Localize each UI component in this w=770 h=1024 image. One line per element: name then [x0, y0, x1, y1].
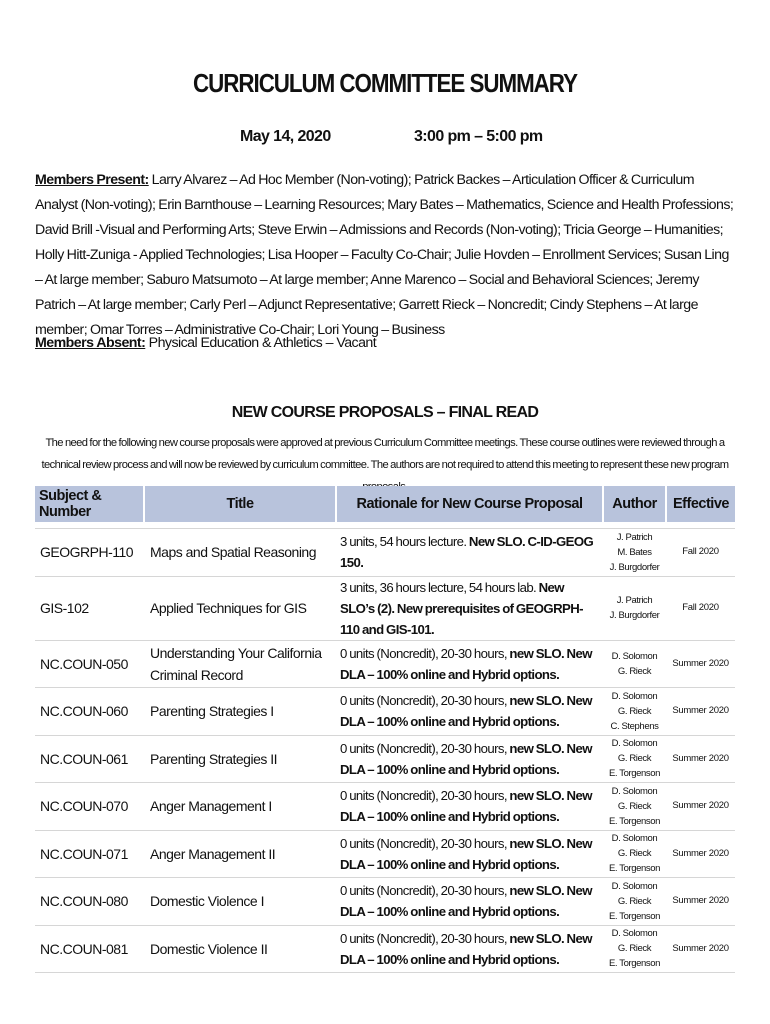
author-name: G. Rieck: [617, 943, 652, 955]
course-effective: Summer 2020: [666, 830, 735, 878]
author-name: G. Rieck: [617, 895, 652, 907]
course-authors: [603, 783, 666, 831]
course-effective: Summer 2020: [666, 925, 735, 973]
rationale-text: 3 units, 54 hours lecture.: [340, 534, 469, 550]
course-rationale: [336, 576, 603, 640]
course-effective: Summer 2020: [666, 878, 735, 926]
course-subject: GEOGRPH-110: [35, 529, 144, 577]
author-name: C. Stephens: [610, 720, 659, 732]
course-proposals-table: [35, 486, 735, 973]
rationale-text: 0 units (Noncredit), 20-30 hours,: [340, 645, 510, 661]
course-authors: [603, 576, 666, 640]
rationale-text: 0 units (Noncredit), 20-30 hours,: [340, 930, 510, 946]
course-rationale: [336, 925, 603, 973]
course-subject: NC.COUN-081: [35, 925, 144, 973]
rationale-text: 0 units (Noncredit), 20-30 hours,: [340, 740, 510, 756]
rationale-highlight: new SLO. New DLA – 100% online and Hybrid options.: [340, 835, 592, 872]
author-name: E. Torgenson: [608, 863, 660, 875]
table-row: [35, 830, 735, 878]
column-header-effective: Effective: [666, 486, 735, 522]
document-title: CURRICULUM COMMITTEE SUMMARY: [193, 68, 577, 98]
course-subject: NC.COUN-050: [35, 640, 144, 688]
author-name: M. Bates: [617, 546, 652, 558]
author-name: J. Patrich: [616, 531, 653, 543]
table-row: [35, 529, 735, 577]
members-absent-list: Physical Education & Athletics – Vacant: [145, 335, 377, 351]
course-rationale: [336, 688, 603, 736]
members-absent: [35, 335, 735, 351]
author-name: D. Solomon: [611, 928, 658, 940]
column-header-title: Title: [144, 486, 336, 522]
course-authors: [603, 640, 666, 688]
course-rationale: [336, 640, 603, 688]
course-title: Anger Management I: [144, 783, 336, 831]
members-absent-label: Members Absent:: [35, 335, 146, 351]
rationale-highlight: New SLO’s (2). New prerequisites of GEOGRPH-110 and GIS-101.: [340, 579, 583, 637]
course-rationale: [336, 735, 603, 783]
author-name: E. Torgenson: [608, 910, 660, 922]
author-name: D. Solomon: [611, 880, 658, 892]
meeting-date: May 14, 2020: [240, 128, 331, 145]
author-name: G. Rieck: [617, 705, 652, 717]
course-title: Maps and Spatial Reasoning: [144, 529, 336, 577]
rationale-text: 0 units (Noncredit), 20-30 hours,: [340, 693, 510, 709]
course-subject: NC.COUN-060: [35, 688, 144, 736]
course-authors: [603, 735, 666, 783]
rationale-highlight: new SLO. New DLA – 100% online and Hybrid options.: [340, 740, 592, 777]
course-title: Domestic Violence II: [144, 925, 336, 973]
author-name: G. Rieck: [617, 753, 652, 765]
author-name: E. Torgenson: [608, 958, 660, 970]
column-header-author: Author: [603, 486, 666, 522]
course-title: Applied Techniques for GIS: [144, 576, 336, 640]
members-present-list: Larry Alvarez – Ad Hoc Member (Non-voting); Patrick Backes – Articulation Officer & Curriculum Analyst (Non-voting); Erin Barnthouse – Learning Resources; Mary Bates – Mathematics, Science and Health Professions; David Brill -Visual and Performing Arts; Steve Erwin – Admissions and Records (Non-voting); Tricia George – Humanities; Holly Hitt-Zuniga - Applied Technologies; Lisa Hooper – Faculty Co-Chair; Julie Hovden – Enrollment Services; Susan Ling – At large member; Saburo Matsumoto – At large member; Anne Marenco – Social and Behavioral Sciences; Jeremy Patrich – At large member; Carly Perl – Adjunct Representative; Garrett Rieck – Noncredit; Cindy Stephens – At large member; Omar Torres – Administrative Co-Chair; Lori Young – Business: [35, 172, 734, 338]
rationale-highlight: new SLO. New DLA – 100% online and Hybrid options.: [340, 930, 592, 967]
table-row: [35, 783, 735, 831]
course-authors: [603, 830, 666, 878]
rationale-highlight: New SLO. C-ID-GEOG 150.: [340, 534, 594, 571]
rationale-text: 0 units (Noncredit), 20-30 hours,: [340, 835, 510, 851]
rationale-highlight: new SLO. New DLA – 100% online and Hybrid options.: [340, 693, 592, 730]
table-row: [35, 925, 735, 973]
course-rationale: [336, 783, 603, 831]
rationale-highlight: new SLO. New DLA – 100% online and Hybrid options.: [340, 788, 592, 825]
course-title: Understanding Your California Criminal Record: [144, 640, 336, 688]
members-present: [35, 168, 735, 343]
author-name: E. Torgenson: [608, 768, 660, 780]
author-name: D. Solomon: [611, 785, 658, 797]
course-subject: NC.COUN-070: [35, 783, 144, 831]
table-row: [35, 735, 735, 783]
course-rationale: [336, 529, 603, 577]
course-effective: Summer 2020: [666, 640, 735, 688]
course-rationale: [336, 830, 603, 878]
author-name: G. Rieck: [617, 848, 652, 860]
course-authors: [603, 878, 666, 926]
table-row: [35, 576, 735, 640]
course-subject: GIS-102: [35, 576, 144, 640]
table-row: [35, 878, 735, 926]
course-authors: [603, 529, 666, 577]
course-effective: Fall 2020: [666, 576, 735, 640]
author-name: D. Solomon: [611, 650, 658, 662]
section-intro: The need for the following new course proposals were approved at previous Curriculum Committee meetings. These course outlines were reviewed through a technical review process and will now be reviewed by curriculum committee. The authors are not required to attend this meeting to represent these new program: [41, 437, 729, 471]
author-name: E. Torgenson: [608, 815, 660, 827]
course-subject: NC.COUN-061: [35, 735, 144, 783]
column-header-rationale: Rationale for New Course Proposal: [336, 486, 603, 522]
course-effective: Summer 2020: [666, 688, 735, 736]
course-rationale: [336, 878, 603, 926]
table-body: [35, 522, 735, 973]
course-effective: Fall 2020: [666, 529, 735, 577]
author-name: D. Solomon: [611, 738, 658, 750]
members-present-label: Members Present:: [35, 172, 149, 188]
course-title: Parenting Strategies II: [144, 735, 336, 783]
author-name: D. Solomon: [611, 690, 658, 702]
course-effective: Summer 2020: [666, 783, 735, 831]
column-header-subject: Subject & Number: [35, 486, 144, 522]
rationale-text: 3 units, 36 hours lecture, 54 hours lab.: [340, 579, 539, 595]
course-authors: [603, 925, 666, 973]
rationale-text: 0 units (Noncredit), 20-30 hours,: [340, 883, 510, 899]
rationale-highlight: new SLO. New DLA – 100% online and Hybrid options.: [340, 645, 592, 682]
author-name: J. Burgdorfer: [609, 561, 660, 573]
table-row: [35, 640, 735, 688]
rationale-highlight: new SLO. New DLA – 100% online and Hybrid options.: [340, 883, 592, 920]
meeting-time: 3:00 pm – 5:00 pm: [414, 128, 543, 145]
course-authors: [603, 688, 666, 736]
author-name: G. Rieck: [617, 800, 652, 812]
author-name: G. Rieck: [617, 665, 652, 677]
table-row: [35, 688, 735, 736]
table-header-row: [35, 486, 735, 522]
course-subject: NC.COUN-080: [35, 878, 144, 926]
course-title: Anger Management II: [144, 830, 336, 878]
author-name: D. Solomon: [611, 833, 658, 845]
course-title: Domestic Violence I: [144, 878, 336, 926]
author-name: J. Burgdorfer: [609, 610, 660, 621]
author-name: J. Patrich: [616, 595, 653, 606]
section-heading: NEW COURSE PROPOSALS – FINAL READ: [231, 404, 539, 421]
course-subject: NC.COUN-071: [35, 830, 144, 878]
course-effective: Summer 2020: [666, 735, 735, 783]
rationale-text: 0 units (Noncredit), 20-30 hours,: [340, 788, 510, 804]
course-title: Parenting Strategies I: [144, 688, 336, 736]
